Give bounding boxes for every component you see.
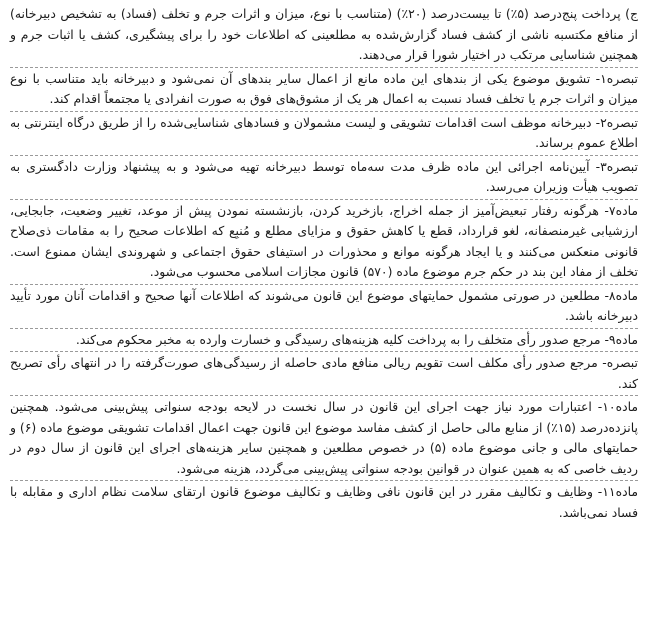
note-2-paragraph: تبصره۲- دبیرخانه موظف است اقدامات تشویقی و لیست مشمولان و فسادهای شناسایی‌شده را از طریق درگاه اینترنتی به اطلاع عموم برساند. — [10, 113, 638, 156]
article-9-paragraph: ماده۹- مرجع صدور رأی متخلف را به پرداخت کلیه هزینه‌های رسیدگی و خسارت وارده به مخبر محکوم می‌کند. — [10, 330, 638, 353]
note-3-paragraph: تبصره۳- آیین‌نامه اجرائی این ماده ظرف مدت سه‌ماه توسط دبیرخانه تهیه می‌شود و به پیشنهاد وزارت دادگستری به تصویب هیأت وزیران می‌رسد. — [10, 157, 638, 200]
article-10-paragraph: ماده۱۰- اعتبارات مورد نیاز جهت اجرای این قانون در سال نخست در لایحه بودجه سنواتی پیش‌بینی می‌شود. همچنین پانزده‌درصد (۱۵٪) از منابع مالی حاصل از کشف مفاسد موضوع این قانون جهت اعمال اقدامات تشویقی موضوع ماده (۶) و حمایتهای مالی و جانی موضوع ماده (۵) در خصوص مطلعین و همچنین سایر هزینه‌های اجرای این قانون از سال دوم در ردیف خاصی که به همین عنوان در قوانین بودجه سنواتی پیش‌بینی می‌گردد، هزینه می‌شود. — [10, 397, 638, 481]
article-11-paragraph: ماده۱۱- وظایف و تکالیف مقرر در این قانون نافی وظایف و تکالیف موضوع قانون ارتقای سلامت نظام اداری و مقابله با فساد نمی‌باشد. — [10, 484, 638, 520]
article-9-note-paragraph: تبصره- مرجع صدور رأی مکلف است تقویم ریالی منافع مادی حاصله از رسیدگی‌های صورت‌گرفته را در انتهای رأی تصریح کند. — [10, 353, 638, 396]
article-8-paragraph: ماده۸- مطلعین در صورتی مشمول حمایتهای موضوع این قانون می‌شوند که اطلاعات آنها صحیح و اقدامات آنان مورد تأیید دبیرخانه باشد. — [10, 286, 638, 329]
note-1-paragraph: تبصره۱- تشویق موضوع یکی از بندهای این ماده مانع از اعمال سایر بندهای آن نمی‌شود و دبیرخانه باید متناسب با نوع میزان و اثرات جرم یا تخلف فساد نسبت به اعمال هر یک از مشوق‌های فوق به صورت انفرادی یا مجتمعاً اقدام کند. — [10, 69, 638, 112]
article-7-paragraph: ماده۷- هرگونه رفتار تبعیض‌آمیز از جمله اخراج، بازخرید کردن، بازنشسته نمودن پیش از موعد، تغییر وضعیت، جابجایی، ارزشیابی غیرمنصفانه، لغو قرارداد، قطع یا کاهش حقوق و مزایای مطلع و مُنبِع که اطلاعات صحیح را به مقامات ذی‌صلاح قانونی منعکس می‌کنند و یا ایجاد هرگونه موانع و محذورات در استیفای حقوق اجتماعی و شهروندی ایشان ممنوع است. تخلف از مفاد این بند در حکم جرم موضوع ماده (۵۷۰) قانون مجازات اسلامی محسوب می‌شود. — [10, 201, 638, 285]
clause-c-paragraph: ج) پرداخت پنج‌درصد (۵٪) تا بیست‌درصد (۲۰٪) (متناسب با نوع، میزان و اثرات جرم و تخلف (فساد) به تشخیص دبیرخانه) از منافع مکتسبه ناشی از کشف فساد گزارش‌شده به مطلعینی که اطلاعات خود را برای پیشگیری، کشف یا اثبات جرم و همچنین شناسایی مرتکب در اختیار شورا قرار می‌دهند. — [10, 4, 638, 68]
